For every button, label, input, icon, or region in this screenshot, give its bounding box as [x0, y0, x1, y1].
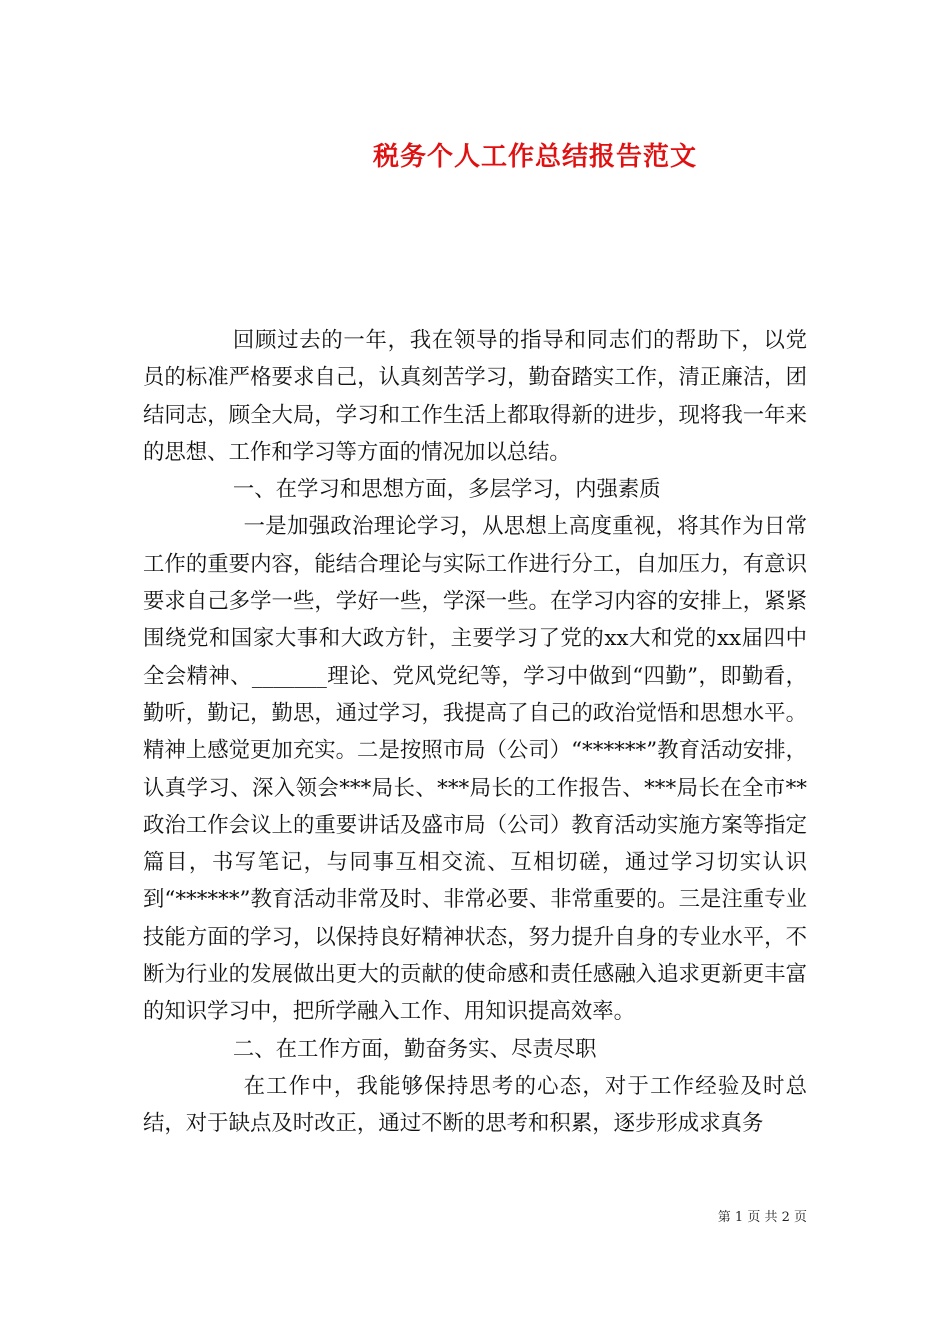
section-heading-study: 一、在学习和思想方面，多层学习，内强素质 [232, 477, 661, 503]
intro-paragraph: 回顾过去的一年，我在领导的指导和同志们的帮助下，以党员的标准严格要求自己，认真刻苦学习，勤奋踏实工作，清正廉洁，团结同志，顾全大局，学习和工作生活上都取得新的进步，现将我一年来的思想、工作和学习等方面的情况加以总结。 [143, 328, 807, 465]
document-body [143, 322, 807, 1143]
page-number-footer: 第 1 页 共 2 页 [717, 1210, 807, 1225]
study-paragraph: 一是加强政治理论学习，从思想上高度重视，将其作为日常工作的重要内容，能结合理论与实际工作进行分工，自加压力，有意识要求自己多学一些，学好一些，学深一些。在学习内容的安排上，紧紧围绕党和国家大事和大政方针，主要学习了党的xx大和党的xx届四中全会精神、_______理论、党风党纪等，学习中做到“四勤”，即勤看，勤听，勤记，勤思，通过学习，我提高了自己的政治觉悟和思想水平。精神上感觉更加充实。二是按照市局（公司）“******”教育活动安排，认真学习、深入领会***局长、***局长的工作报告、***局长在全市**政治工作会议上的重要讲话及盛市局（公司）教育活动实施方案等指定篇目，书写笔记，与同事互相交流、互相切磋，通过学习切实认识到“******”教育活动非常及时、非常必要、非常重要的。三是注重专业技能方面的学习，以保持良好精神状态，努力提升自身的专业水平，不断为行业的发展做出更大的贡献的使命感和责任感融入追求更新更丰富的知识学习中，把所学融入工作、用知识提高效率。 [143, 514, 807, 1025]
work-paragraph: 在工作中，我能够保持思考的心态，对于工作经验及时总结，对于缺点及时改正，通过不断的思考和积累，逐步形成求真务 [143, 1073, 807, 1137]
document-title: 税务个人工作总结报告范文 [372, 142, 697, 172]
section-heading-work: 二、在工作方面，勤奋务实、尽责尽职 [232, 1036, 597, 1062]
